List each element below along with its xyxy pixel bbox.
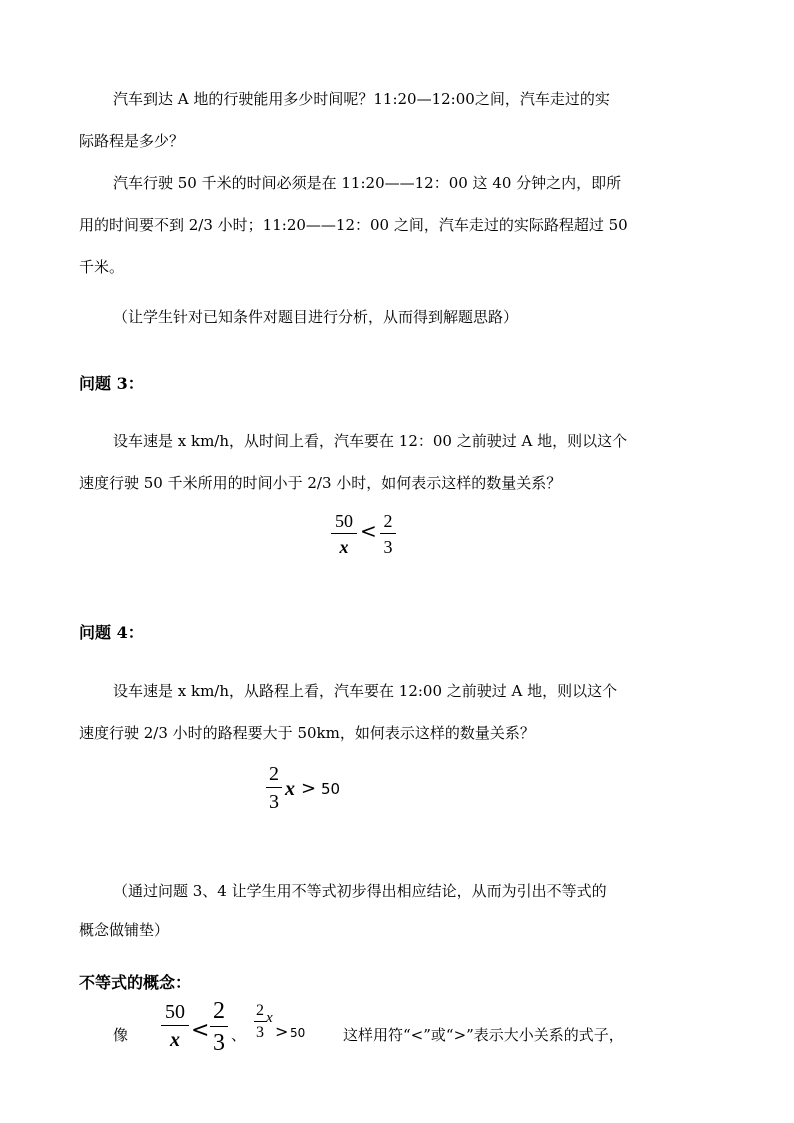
fraction-denominator: 3 — [256, 1024, 264, 1041]
fraction-2-over-3 — [210, 999, 228, 1055]
fraction-denominator: x — [339, 537, 349, 557]
fraction-numerator: 2 — [383, 511, 393, 531]
fraction-denominator: x — [170, 1029, 180, 1051]
fraction-numerator: 2 — [256, 1002, 264, 1019]
fraction-2-over-3 — [380, 512, 396, 556]
list-separator: 、 — [231, 1026, 247, 1044]
fraction-bar — [254, 1021, 266, 1022]
fraction-bar — [266, 787, 282, 788]
less-than-sign: < — [191, 1018, 210, 1043]
concept-definition-text: 这样用符“<”或“>”表示大小关系的式子， — [343, 1026, 624, 1044]
question-4-line-2: 速度行驶 2/3 小时的路程要大于 50km，如何表示这样的数量关系？ — [79, 724, 535, 742]
question-4-line-1: 设车速是 x km/h，从路程上看，汽车要在 12:00 之前驶过 A 地，则以这个 — [113, 682, 618, 700]
greater-than-sign: > — [301, 778, 317, 799]
fraction-2-over-3 — [254, 1003, 266, 1041]
fraction-denominator: 3 — [269, 791, 279, 813]
fraction-numerator: 50 — [165, 1001, 185, 1023]
fraction-bar — [161, 1025, 189, 1026]
fraction-numerator: 2 — [213, 998, 225, 1024]
question-4-heading: 问题 4： — [79, 623, 144, 642]
fraction-denominator: 3 — [213, 1030, 225, 1056]
concept-lead-text: 像 — [113, 1026, 129, 1044]
question-3-heading: 问题 3： — [79, 374, 144, 393]
fraction-bar — [331, 533, 357, 534]
paragraph-2-line-3: 千米。 — [79, 258, 125, 276]
teaching-note-2-line-2: 概念做铺垫） — [79, 921, 170, 939]
paragraph-2-line-1: 汽车行驶 50 千米的时间必须是在 11:20——12：00 这 40 分钟之内，即所 — [113, 174, 622, 192]
fraction-50-over-x — [161, 1002, 189, 1050]
paragraph-1-line-1: 汽车到达 A 地的行驶能用多少时间呢？11:20—12:00之间，汽车走过的实 — [113, 90, 610, 108]
fraction-denominator: 3 — [383, 537, 393, 557]
fraction-numerator: 2 — [269, 763, 279, 785]
variable-x: x — [266, 1010, 273, 1026]
fraction-2-over-3 — [266, 764, 282, 812]
fraction-numerator: 50 — [335, 511, 353, 531]
question-3-line-1: 设车速是 x km/h，从时间上看，汽车要在 12：00 之前驶过 A 地，则以这个 — [113, 432, 628, 450]
paragraph-1-line-2: 际路程是多少？ — [79, 132, 185, 150]
teaching-note-2-line-1: （通过问题 3、4 让学生用不等式初步得出相应结论，从而为引出不等式的 — [113, 882, 607, 900]
variable-x: x — [285, 778, 295, 800]
less-than-sign: < — [360, 519, 377, 543]
greater-than-sign: > — [275, 1022, 289, 1041]
paragraph-2-line-2: 用的时间要不到 2/3 小时；11:20——12：00 之间，汽车走过的实际路程超过 50 — [79, 216, 628, 234]
question-3-line-2: 速度行驶 50 千米所用的时间小于 2/3 小时，如何表示这样的数量关系？ — [79, 474, 562, 492]
concept-heading: 不等式的概念： — [79, 973, 192, 992]
teaching-note-1: （让学生针对已知条件对题目进行分析，从而得到解题思路） — [113, 308, 519, 326]
value-50: 50 — [321, 780, 341, 798]
fraction-50-over-x — [331, 512, 357, 556]
value-50: 50 — [290, 1026, 306, 1040]
fraction-bar — [210, 1026, 228, 1027]
fraction-bar — [380, 533, 396, 534]
